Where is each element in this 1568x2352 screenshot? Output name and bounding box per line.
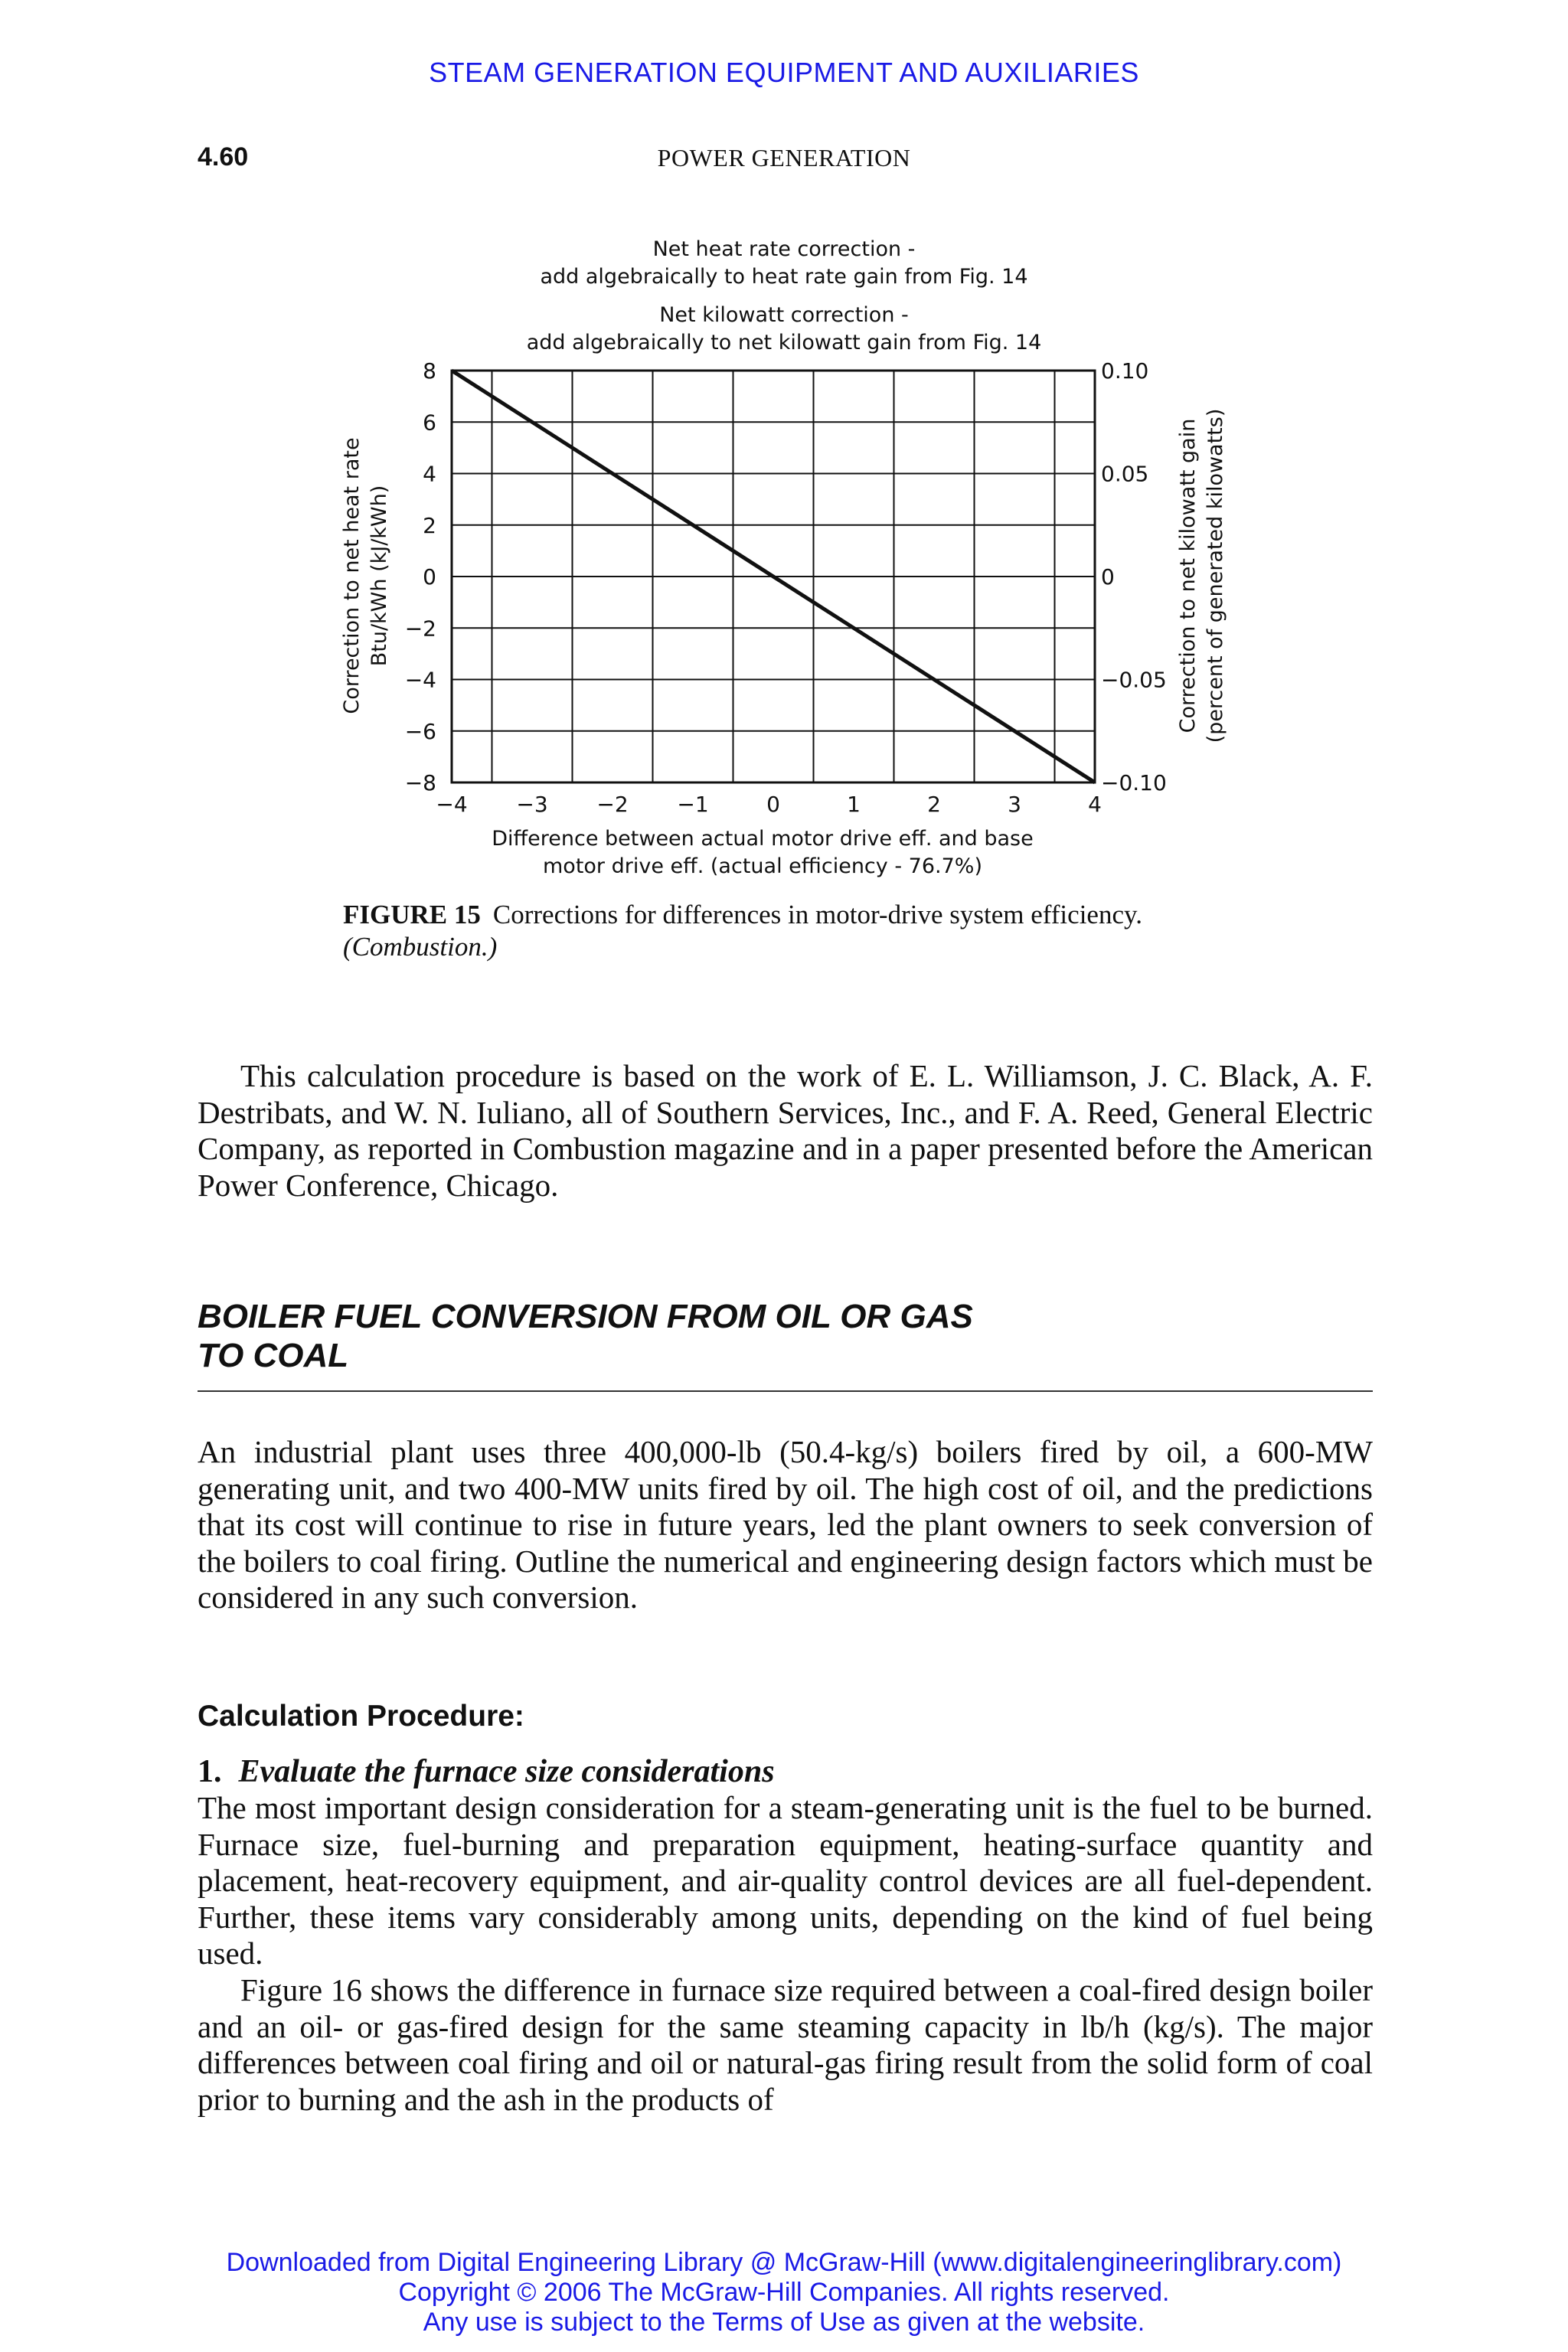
x-tick-label: −4 (436, 792, 468, 817)
right-axis-label: Correction to net kilowatt gain (1176, 418, 1200, 733)
left-axis-ticks (405, 358, 436, 795)
caption-label: FIGURE 15 (343, 900, 481, 929)
step-1-title: Evaluate the furnace size considerations (238, 1754, 775, 1789)
y-left-tick-label: −8 (404, 770, 436, 795)
y-left-tick-label: −6 (404, 718, 436, 744)
y-left-tick-label: 4 (423, 461, 436, 487)
figure-15-chart (0, 0, 1568, 995)
left-axis-units: Btu/kWh (kJ/kWh) (368, 485, 391, 667)
x-axis-ticks (436, 792, 1102, 817)
credit-paragraph: This calculation procedure is based on the work of E. L. Williamson, J. C. Black, A. F. Destribats, and W. N. Iuliano, all of Southern Services, Inc., and F. A. Reed, General Electric Company, as reported in Combustion magazine and in a paper presented before the American Power Conference, Chicago. (198, 1058, 1373, 1203)
calc-procedure-heading: Calculation Procedure: (198, 1700, 524, 1733)
y-left-tick-label: 8 (423, 358, 436, 384)
top-label-kilowatt-note: add algebraically to net kilowatt gain from Fig. 14 (526, 331, 1042, 354)
footer-download-line: Downloaded from Digital Engineering Library @ McGraw-Hill (www.digitalengineeringlibrary.com) (226, 2248, 1342, 2277)
x-tick-label: 4 (1088, 792, 1102, 817)
section-heading (198, 1297, 1373, 1375)
y-left-tick-label: 0 (423, 564, 436, 590)
problem-paragraph: An industrial plant uses three 400,000-lb (50.4-kg/s) boilers fired by oil, a 600-MW generating unit, and two 400-MW units fired by oil. The high cost of oil, and the predictions that its cost will continue to rise in future years, led the plant owners to seek conversion of the boilers to coal firing. Outline the numerical and engineering design factors which must be considered in any such conversion. (198, 1434, 1373, 1615)
y-right-tick-label: 0.05 (1101, 461, 1149, 487)
y-left-tick-label: −2 (404, 616, 436, 642)
running-head: STEAM GENERATION EQUIPMENT AND AUXILIARIES (429, 57, 1139, 88)
caption-source: (Combustion.) (343, 932, 498, 962)
step-1-paragraph-2: Figure 16 shows the difference in furnace size required between a coal-fired design boiler and an oil- or gas-fired design for the same steaming capacity in lb/h (kg/s). The major differences between coal firing and oil or natural-gas firing result from the solid form of coal prior to burning and the ash in the products of (198, 1972, 1373, 2117)
page-number: 4.60 (198, 142, 249, 172)
y-left-tick-label: 6 (423, 410, 436, 436)
x-tick-label: 3 (1008, 792, 1021, 817)
top-label-heat-rate-title: Net heat rate correction - (652, 237, 916, 261)
book-title: POWER GENERATION (657, 144, 911, 172)
x-axis-label-line2: motor drive eff. (actual efficiency - 76.7%) (543, 854, 982, 878)
section-heading-line2: TO COAL (198, 1337, 349, 1374)
footer-terms-line: Any use is subject to the Terms of Use as given at the website. (423, 2308, 1145, 2337)
y-right-tick-label: 0.10 (1101, 358, 1149, 384)
y-right-tick-label: −0.05 (1101, 667, 1167, 693)
x-axis-label-line1: Difference between actual motor drive eff. and base (492, 827, 1034, 851)
x-tick-label: 1 (847, 792, 861, 817)
right-axis-units: (percent of generated kilowatts) (1204, 408, 1227, 743)
section-divider (198, 1390, 1373, 1392)
x-tick-label: 0 (766, 792, 780, 817)
footer-copyright-line: Copyright © 2006 The McGraw-Hill Companies. All rights reserved. (398, 2278, 1170, 2307)
y-left-tick-label: −4 (404, 667, 436, 693)
top-label-kilowatt-title: Net kilowatt correction - (659, 303, 909, 327)
x-tick-label: −1 (677, 792, 709, 817)
left-axis-label: Correction to net heat rate (340, 437, 364, 714)
right-axis-ticks (1101, 358, 1167, 795)
top-labels (527, 237, 1042, 354)
step-1-number: 1. (198, 1754, 222, 1789)
step-1-paragraph: The most important design consideration for a steam-generating unit is the fuel to be burned. Furnace size, fuel-burning and preparation equipment, heating-surface quantity and placement, heat-recovery equipment, and air-quality control devices are all fuel-dependent. Further, these items vary considerably among units, depending on the kind of fuel being used. (198, 1790, 1373, 1971)
y-right-tick-label: −0.10 (1101, 770, 1167, 795)
caption-text: Corrections for differences in motor-drive system efficiency. (492, 900, 1142, 929)
y-right-tick-label: 0 (1101, 564, 1115, 590)
x-tick-label: −3 (516, 792, 548, 817)
figure-caption (343, 899, 1262, 963)
step-1-heading (198, 1753, 775, 1790)
x-tick-label: 2 (927, 792, 941, 817)
section-heading-line1: BOILER FUEL CONVERSION FROM OIL OR GAS (198, 1298, 973, 1335)
top-label-heat-rate-note: add algebraically to heat rate gain from Fig. 14 (540, 265, 1028, 289)
x-tick-label: −2 (596, 792, 629, 817)
y-left-tick-label: 2 (423, 512, 436, 538)
